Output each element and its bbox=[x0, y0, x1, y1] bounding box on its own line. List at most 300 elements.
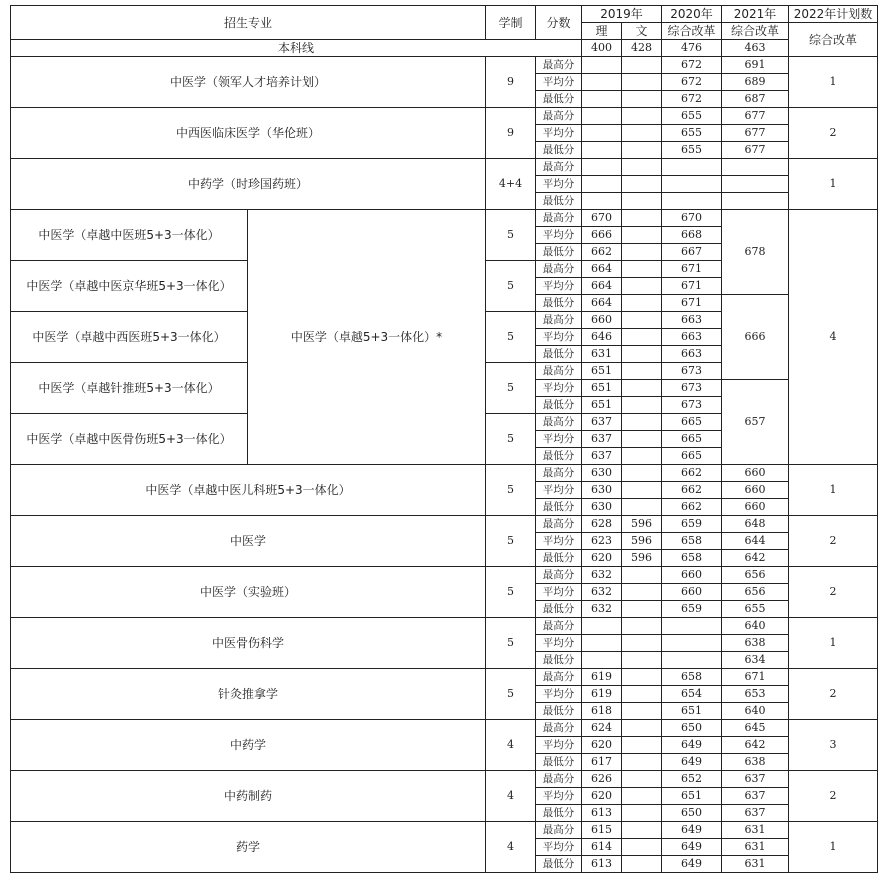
score-2019-wen bbox=[622, 618, 662, 635]
plan-2022: 1 bbox=[789, 57, 878, 108]
score-type-label: 平均分 bbox=[536, 176, 582, 193]
score-2019-li: 628 bbox=[582, 516, 622, 533]
score-type-label: 平均分 bbox=[536, 380, 582, 397]
plan-2022: 1 bbox=[789, 822, 878, 873]
score-type-label: 平均分 bbox=[536, 227, 582, 244]
plan-2022: 2 bbox=[789, 567, 878, 618]
score-2021-merged: 666 bbox=[722, 295, 789, 380]
score-2019-wen bbox=[622, 720, 662, 737]
score-2020: 672 bbox=[662, 57, 722, 74]
program-years: 5 bbox=[486, 465, 536, 516]
header-row-1 bbox=[11, 6, 878, 23]
score-2019-li: 646 bbox=[582, 329, 622, 346]
score-2020: 662 bbox=[662, 465, 722, 482]
score-2020: 663 bbox=[662, 346, 722, 363]
score-2019-wen bbox=[622, 108, 662, 125]
score-2020: 650 bbox=[662, 720, 722, 737]
score-type-label: 最高分 bbox=[536, 363, 582, 380]
score-2019-li: 632 bbox=[582, 601, 622, 618]
score-2020: 655 bbox=[662, 108, 722, 125]
score-2019-wen bbox=[622, 771, 662, 788]
major-name: 药学 bbox=[11, 822, 486, 873]
score-type-label: 最高分 bbox=[536, 822, 582, 839]
score-type-label: 最低分 bbox=[536, 244, 582, 261]
score-2019-li: 664 bbox=[582, 278, 622, 295]
score-2019-wen bbox=[622, 193, 662, 210]
score-2019-li: 631 bbox=[582, 346, 622, 363]
score-2019-wen bbox=[622, 261, 662, 278]
program-years: 4+4 bbox=[486, 159, 536, 210]
score-2019-wen bbox=[622, 584, 662, 601]
score-2019-li bbox=[582, 74, 622, 91]
major-name: 中医学（实验班） bbox=[11, 567, 486, 618]
score-2020: 649 bbox=[662, 839, 722, 856]
score-2019-wen bbox=[622, 176, 662, 193]
score-2021: 640 bbox=[722, 703, 789, 720]
table-row bbox=[11, 465, 878, 482]
score-2021: 637 bbox=[722, 788, 789, 805]
major-name: 中医学（卓越中医儿科班5+3一体化） bbox=[11, 465, 486, 516]
score-2020: 667 bbox=[662, 244, 722, 261]
score-type-label: 最高分 bbox=[536, 567, 582, 584]
table-row bbox=[11, 57, 878, 74]
table-row bbox=[11, 618, 878, 635]
score-2019-li: 618 bbox=[582, 703, 622, 720]
plan-2022: 3 bbox=[789, 720, 878, 771]
major-name: 中药制药 bbox=[11, 771, 486, 822]
score-2019-wen bbox=[622, 703, 662, 720]
score-2019-wen bbox=[622, 312, 662, 329]
score-2021: 660 bbox=[722, 465, 789, 482]
score-2019-wen: 596 bbox=[622, 533, 662, 550]
score-2020: 673 bbox=[662, 397, 722, 414]
major-name: 中药学 bbox=[11, 720, 486, 771]
score-2019-li: 624 bbox=[582, 720, 622, 737]
score-2020: 658 bbox=[662, 550, 722, 567]
header-2019-wen: 文 bbox=[622, 23, 662, 40]
score-type-label: 最低分 bbox=[536, 805, 582, 822]
header-2020-reform: 综合改革 bbox=[662, 23, 722, 40]
score-2019-wen bbox=[622, 482, 662, 499]
score-2019-wen bbox=[622, 244, 662, 261]
admission-score-table-wrap bbox=[10, 5, 878, 873]
score-2019-li: 620 bbox=[582, 737, 622, 754]
major-name: 中医学 bbox=[11, 516, 486, 567]
score-2021: 631 bbox=[722, 839, 789, 856]
score-2021: 677 bbox=[722, 142, 789, 159]
header-2019-li: 理 bbox=[582, 23, 622, 40]
score-type-label: 最高分 bbox=[536, 159, 582, 176]
score-2021: 640 bbox=[722, 618, 789, 635]
score-2020: 651 bbox=[662, 788, 722, 805]
score-2019-li: 651 bbox=[582, 397, 622, 414]
score-2019-wen bbox=[622, 822, 662, 839]
score-2019-li: 614 bbox=[582, 839, 622, 856]
score-2019-li bbox=[582, 652, 622, 669]
score-2019-li: 637 bbox=[582, 414, 622, 431]
score-2020: 665 bbox=[662, 414, 722, 431]
score-2020: 662 bbox=[662, 499, 722, 516]
score-2020: 649 bbox=[662, 737, 722, 754]
score-2021: 655 bbox=[722, 601, 789, 618]
score-2021: 677 bbox=[722, 108, 789, 125]
major-name: 中医学（卓越中医骨伤班5+3一体化） bbox=[11, 414, 248, 465]
score-type-label: 最低分 bbox=[536, 652, 582, 669]
score-2019-li: 651 bbox=[582, 380, 622, 397]
score-2019-wen bbox=[622, 431, 662, 448]
score-2019-wen bbox=[622, 57, 662, 74]
score-2021: 642 bbox=[722, 550, 789, 567]
score-2019-li: 664 bbox=[582, 261, 622, 278]
score-2021 bbox=[722, 159, 789, 176]
score-2021-merged: 657 bbox=[722, 380, 789, 465]
score-2021: 687 bbox=[722, 91, 789, 108]
program-years: 5 bbox=[486, 669, 536, 720]
major-name: 中药学（时珍国药班） bbox=[11, 159, 486, 210]
score-2020: 673 bbox=[662, 380, 722, 397]
score-2019-wen bbox=[622, 754, 662, 771]
score-type-label: 平均分 bbox=[536, 431, 582, 448]
score-type-label: 最低分 bbox=[536, 346, 582, 363]
admission-score-table bbox=[10, 5, 878, 873]
score-2019-li: 630 bbox=[582, 499, 622, 516]
score-2019-li bbox=[582, 125, 622, 142]
score-2019-wen bbox=[622, 210, 662, 227]
score-type-label: 平均分 bbox=[536, 635, 582, 652]
score-2019-wen bbox=[622, 669, 662, 686]
score-2019-li: 620 bbox=[582, 788, 622, 805]
score-2019-li: 619 bbox=[582, 686, 622, 703]
score-2019-li: 613 bbox=[582, 856, 622, 873]
score-type-label: 平均分 bbox=[536, 278, 582, 295]
score-2019-li bbox=[582, 108, 622, 125]
baseline-2019-wen: 428 bbox=[622, 40, 662, 57]
score-2019-li: 637 bbox=[582, 431, 622, 448]
score-2020: 649 bbox=[662, 822, 722, 839]
plan-2022: 2 bbox=[789, 516, 878, 567]
score-2019-wen bbox=[622, 346, 662, 363]
score-2020: 650 bbox=[662, 805, 722, 822]
table-row bbox=[11, 210, 878, 227]
score-2019-wen bbox=[622, 788, 662, 805]
program-years: 5 bbox=[486, 618, 536, 669]
score-type-label: 最高分 bbox=[536, 720, 582, 737]
baseline-row bbox=[11, 40, 878, 57]
score-type-label: 最低分 bbox=[536, 295, 582, 312]
score-2020: 662 bbox=[662, 482, 722, 499]
score-2019-li: 651 bbox=[582, 363, 622, 380]
plan-2022: 2 bbox=[789, 669, 878, 720]
score-type-label: 最低分 bbox=[536, 448, 582, 465]
score-2021: 671 bbox=[722, 669, 789, 686]
table-row bbox=[11, 669, 878, 686]
baseline-2020: 476 bbox=[662, 40, 722, 57]
score-type-label: 最高分 bbox=[536, 771, 582, 788]
score-2019-li: 623 bbox=[582, 533, 622, 550]
score-2020 bbox=[662, 159, 722, 176]
score-type-label: 最高分 bbox=[536, 618, 582, 635]
program-years: 5 bbox=[486, 414, 536, 465]
plan-2022: 1 bbox=[789, 465, 878, 516]
score-2019-wen bbox=[622, 329, 662, 346]
score-2020: 663 bbox=[662, 312, 722, 329]
score-type-label: 平均分 bbox=[536, 125, 582, 142]
score-type-label: 最低分 bbox=[536, 397, 582, 414]
plan-2022: 2 bbox=[789, 108, 878, 159]
score-2021: 653 bbox=[722, 686, 789, 703]
major-name: 中西医临床医学（华伦班） bbox=[11, 108, 486, 159]
score-2020: 655 bbox=[662, 125, 722, 142]
score-2019-wen bbox=[622, 652, 662, 669]
score-2021: 637 bbox=[722, 771, 789, 788]
score-2019-wen bbox=[622, 448, 662, 465]
score-2020: 671 bbox=[662, 261, 722, 278]
score-2019-wen bbox=[622, 227, 662, 244]
score-2019-li bbox=[582, 193, 622, 210]
score-2021: 660 bbox=[722, 499, 789, 516]
score-2019-li: 632 bbox=[582, 584, 622, 601]
score-2021 bbox=[722, 193, 789, 210]
score-2019-li: 615 bbox=[582, 822, 622, 839]
program-years: 9 bbox=[486, 108, 536, 159]
baseline-2021: 463 bbox=[722, 40, 789, 57]
score-2019-li: 620 bbox=[582, 550, 622, 567]
score-2019-li: 632 bbox=[582, 567, 622, 584]
score-2021: 634 bbox=[722, 652, 789, 669]
program-years: 9 bbox=[486, 57, 536, 108]
score-type-label: 最低分 bbox=[536, 703, 582, 720]
score-2021: 677 bbox=[722, 125, 789, 142]
score-2020 bbox=[662, 176, 722, 193]
score-type-label: 平均分 bbox=[536, 329, 582, 346]
major-name: 中医骨伤科学 bbox=[11, 618, 486, 669]
program-years: 4 bbox=[486, 822, 536, 873]
score-2020: 654 bbox=[662, 686, 722, 703]
score-2019-li bbox=[582, 142, 622, 159]
score-2019-li bbox=[582, 57, 622, 74]
score-2019-li: 660 bbox=[582, 312, 622, 329]
major-name: 针灸推拿学 bbox=[11, 669, 486, 720]
score-2020: 672 bbox=[662, 74, 722, 91]
score-2021-merged: 678 bbox=[722, 210, 789, 295]
score-2019-li: 637 bbox=[582, 448, 622, 465]
score-2019-wen: 596 bbox=[622, 550, 662, 567]
score-2021 bbox=[722, 176, 789, 193]
score-type-label: 平均分 bbox=[536, 839, 582, 856]
score-2020: 671 bbox=[662, 295, 722, 312]
score-2019-wen bbox=[622, 465, 662, 482]
score-2020: 655 bbox=[662, 142, 722, 159]
score-2019-li: 619 bbox=[582, 669, 622, 686]
score-2019-wen bbox=[622, 856, 662, 873]
baseline-2019-li: 400 bbox=[582, 40, 622, 57]
score-2019-wen bbox=[622, 380, 662, 397]
program-years: 5 bbox=[486, 312, 536, 363]
program-years: 5 bbox=[486, 210, 536, 261]
score-2019-li: 662 bbox=[582, 244, 622, 261]
table-row bbox=[11, 771, 878, 788]
score-2020: 649 bbox=[662, 754, 722, 771]
program-years: 5 bbox=[486, 261, 536, 312]
score-2019-wen bbox=[622, 686, 662, 703]
score-2019-wen bbox=[622, 499, 662, 516]
zhuoyue-group-name: 中医学（卓越5+3一体化）* bbox=[248, 210, 486, 465]
score-type-label: 最低分 bbox=[536, 142, 582, 159]
score-2020 bbox=[662, 193, 722, 210]
score-type-label: 最高分 bbox=[536, 57, 582, 74]
score-2019-li: 626 bbox=[582, 771, 622, 788]
score-2019-wen bbox=[622, 397, 662, 414]
score-2019-li: 664 bbox=[582, 295, 622, 312]
score-2021: 637 bbox=[722, 805, 789, 822]
program-years: 5 bbox=[486, 516, 536, 567]
score-2019-wen bbox=[622, 125, 662, 142]
score-type-label: 最高分 bbox=[536, 108, 582, 125]
plan-2022: 2 bbox=[789, 771, 878, 822]
score-2019-wen bbox=[622, 601, 662, 618]
score-2019-wen bbox=[622, 363, 662, 380]
score-2020: 672 bbox=[662, 91, 722, 108]
score-2020: 668 bbox=[662, 227, 722, 244]
score-2019-wen bbox=[622, 635, 662, 652]
score-2019-wen bbox=[622, 839, 662, 856]
score-2020 bbox=[662, 635, 722, 652]
header-2022-reform: 综合改革 bbox=[789, 23, 878, 57]
table-row bbox=[11, 516, 878, 533]
major-name: 中医学（卓越中医班5+3一体化） bbox=[11, 210, 248, 261]
score-type-label: 平均分 bbox=[536, 533, 582, 550]
table-row bbox=[11, 720, 878, 737]
score-type-label: 最低分 bbox=[536, 754, 582, 771]
score-2021: 660 bbox=[722, 482, 789, 499]
score-2020: 673 bbox=[662, 363, 722, 380]
score-2019-wen bbox=[622, 414, 662, 431]
score-type-label: 平均分 bbox=[536, 482, 582, 499]
score-2019-wen bbox=[622, 805, 662, 822]
score-2021: 644 bbox=[722, 533, 789, 550]
program-years: 4 bbox=[486, 771, 536, 822]
score-2019-wen bbox=[622, 142, 662, 159]
score-type-label: 最低分 bbox=[536, 601, 582, 618]
table-row bbox=[11, 159, 878, 176]
score-type-label: 最高分 bbox=[536, 261, 582, 278]
plan-2022: 4 bbox=[789, 210, 878, 465]
table-row bbox=[11, 567, 878, 584]
score-2019-li: 630 bbox=[582, 482, 622, 499]
score-2019-li bbox=[582, 618, 622, 635]
score-2020: 671 bbox=[662, 278, 722, 295]
score-type-label: 平均分 bbox=[536, 584, 582, 601]
score-2021: 642 bbox=[722, 737, 789, 754]
score-type-label: 平均分 bbox=[536, 788, 582, 805]
score-2019-li bbox=[582, 91, 622, 108]
score-2021: 648 bbox=[722, 516, 789, 533]
score-2019-wen bbox=[622, 737, 662, 754]
score-2021: 631 bbox=[722, 856, 789, 873]
score-2020: 649 bbox=[662, 856, 722, 873]
score-2019-wen: 596 bbox=[622, 516, 662, 533]
score-type-label: 平均分 bbox=[536, 737, 582, 754]
score-2019-wen bbox=[622, 159, 662, 176]
major-name: 中医学（卓越针推班5+3一体化） bbox=[11, 363, 248, 414]
score-type-label: 最高分 bbox=[536, 669, 582, 686]
score-type-label: 平均分 bbox=[536, 74, 582, 91]
score-2019-li: 666 bbox=[582, 227, 622, 244]
score-2019-li: 617 bbox=[582, 754, 622, 771]
score-2021: 645 bbox=[722, 720, 789, 737]
score-2019-wen bbox=[622, 278, 662, 295]
score-2019-li: 670 bbox=[582, 210, 622, 227]
score-2019-li bbox=[582, 159, 622, 176]
program-years: 4 bbox=[486, 720, 536, 771]
major-name: 中医学（领军人才培养计划） bbox=[11, 57, 486, 108]
score-2021: 638 bbox=[722, 754, 789, 771]
score-2020: 659 bbox=[662, 516, 722, 533]
score-type-label: 最高分 bbox=[536, 516, 582, 533]
header-2020: 2020年 bbox=[662, 6, 722, 23]
score-2019-li: 613 bbox=[582, 805, 622, 822]
score-2019-li: 630 bbox=[582, 465, 622, 482]
score-2019-wen bbox=[622, 74, 662, 91]
header-2022-plan: 2022年计划数 bbox=[789, 6, 878, 23]
score-type-label: 最高分 bbox=[536, 465, 582, 482]
score-2019-wen bbox=[622, 567, 662, 584]
score-2020: 659 bbox=[662, 601, 722, 618]
header-2019: 2019年 bbox=[582, 6, 662, 23]
score-2021: 656 bbox=[722, 584, 789, 601]
score-2020: 660 bbox=[662, 584, 722, 601]
score-type-label: 最低分 bbox=[536, 91, 582, 108]
score-type-label: 最低分 bbox=[536, 550, 582, 567]
baseline-label: 本科线 bbox=[11, 40, 582, 57]
score-type-label: 最高分 bbox=[536, 414, 582, 431]
score-2020: 663 bbox=[662, 329, 722, 346]
header-score: 分数 bbox=[536, 6, 582, 40]
header-major: 招生专业 bbox=[11, 6, 486, 40]
score-2020: 665 bbox=[662, 431, 722, 448]
score-2020 bbox=[662, 652, 722, 669]
header-2021: 2021年 bbox=[722, 6, 789, 23]
header-2021-reform: 综合改革 bbox=[722, 23, 789, 40]
score-type-label: 平均分 bbox=[536, 686, 582, 703]
score-2020: 665 bbox=[662, 448, 722, 465]
score-type-label: 最高分 bbox=[536, 210, 582, 227]
score-2020: 651 bbox=[662, 703, 722, 720]
major-name: 中医学（卓越中医京华班5+3一体化） bbox=[11, 261, 248, 312]
major-name: 中医学（卓越中西医班5+3一体化） bbox=[11, 312, 248, 363]
program-years: 5 bbox=[486, 363, 536, 414]
score-2020: 670 bbox=[662, 210, 722, 227]
score-2019-li bbox=[582, 635, 622, 652]
plan-2022: 1 bbox=[789, 618, 878, 669]
score-2020 bbox=[662, 618, 722, 635]
score-2019-wen bbox=[622, 295, 662, 312]
score-2020: 660 bbox=[662, 567, 722, 584]
score-2021: 691 bbox=[722, 57, 789, 74]
header-years: 学制 bbox=[486, 6, 536, 40]
score-2021: 638 bbox=[722, 635, 789, 652]
score-2020: 658 bbox=[662, 533, 722, 550]
score-type-label: 最低分 bbox=[536, 499, 582, 516]
score-2019-li bbox=[582, 176, 622, 193]
score-2021: 656 bbox=[722, 567, 789, 584]
score-type-label: 最高分 bbox=[536, 312, 582, 329]
score-type-label: 最低分 bbox=[536, 193, 582, 210]
score-2021: 631 bbox=[722, 822, 789, 839]
program-years: 5 bbox=[486, 567, 536, 618]
score-2020: 658 bbox=[662, 669, 722, 686]
table-row bbox=[11, 108, 878, 125]
